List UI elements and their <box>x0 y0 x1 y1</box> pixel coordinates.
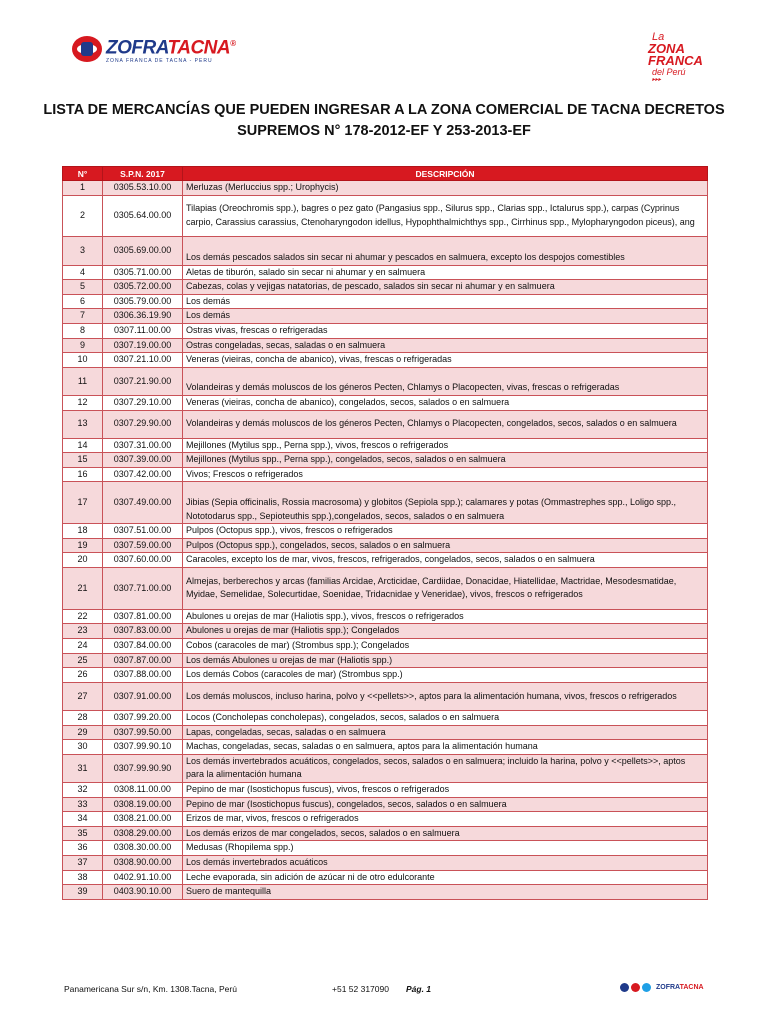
footer-brand-tacna: TACNA <box>679 984 704 991</box>
footer-social-links <box>620 983 704 992</box>
table-row <box>63 653 708 668</box>
footer-brand <box>656 984 704 991</box>
cell-description: Locos (Concholepas concholepas), congelados, secos, salados o en salmuera <box>183 711 708 726</box>
cell-description: Vivos; Frescos o refrigerados <box>183 467 708 482</box>
cell-spn-code: 0307.49.00.00 <box>103 482 183 524</box>
cell-spn-code: 0307.99.50.00 <box>103 725 183 740</box>
cell-number: 13 <box>63 410 103 438</box>
table-row <box>63 294 708 309</box>
cell-description: Abulones u orejas de mar (Haliotis spp.), vivos, frescos o refrigerados <box>183 609 708 624</box>
table-row <box>63 682 708 710</box>
cell-description: Pepino de mar (Isostichopus fuscus), vivos, frescos o refrigerados <box>183 782 708 797</box>
cell-description: Lapas, congeladas, secas, saladas o en salmuera <box>183 725 708 740</box>
cell-description: Medusas (Rhopilema spp.) <box>183 841 708 856</box>
table-row <box>63 453 708 468</box>
table-row <box>63 367 708 395</box>
cell-number: 31 <box>63 754 103 782</box>
table-row <box>63 353 708 368</box>
table-row <box>63 410 708 438</box>
cell-spn-code: 0305.64.00.00 <box>103 195 183 237</box>
cell-number: 1 <box>63 181 103 196</box>
cell-description: Jibias (Sepia officinalis, Rossia macrosoma) y globitos (Sepiola spp.); calamares y potas (Ommastrephes spp., Loligo spp., Nototodarus spp., Sepioteuthis spp.),congelados, secos, salados o en salmuera <box>183 482 708 524</box>
cell-description: Mejillones (Mytilus spp., Perna spp.), vivos, frescos o refrigerados <box>183 438 708 453</box>
cell-description: Ostras congeladas, secas, saladas o en salmuera <box>183 338 708 353</box>
cell-number: 9 <box>63 338 103 353</box>
table-row <box>63 467 708 482</box>
cell-description: Suero de mantequilla <box>183 885 708 900</box>
cell-spn-code: 0307.87.00.00 <box>103 653 183 668</box>
cell-number: 8 <box>63 323 103 338</box>
cell-description: Pulpos (Octopus spp.), vivos, frescos o refrigerados <box>183 524 708 539</box>
cell-description: Machas, congeladas, secas, saladas o en salmuera, aptos para la alimentación humana <box>183 740 708 755</box>
table-body <box>63 181 708 900</box>
cell-spn-code: 0307.60.00.00 <box>103 553 183 568</box>
logo-right-line2: ZONA <box>648 41 685 56</box>
cell-description: Pepino de mar (Isostichopus fuscus), congelados, secos, salados o en salmuera <box>183 797 708 812</box>
table-header-row <box>63 167 708 181</box>
youtube-icon[interactable] <box>631 983 640 992</box>
cell-description: Almejas, berberechos y arcas (familias Arcidae, Arcticidae, Cardiidae, Donacidae, Hiatellidae, Mactridae, Mesodesmatidae, Myidae, Semelidae, Solecurtidae, Soenidae, Tridacnidae y Veneridae), vivos, frescos o refrigerados <box>183 568 708 610</box>
cell-description: Leche evaporada, sin adición de azúcar ni de otro edulcorante <box>183 870 708 885</box>
cell-spn-code: 0307.84.00.00 <box>103 639 183 654</box>
cell-number: 21 <box>63 568 103 610</box>
table-row <box>63 195 708 237</box>
table-row <box>63 754 708 782</box>
cell-number: 6 <box>63 294 103 309</box>
cell-description: Tilapias (Oreochromis spp.), bagres o pez gato (Pangasius spp., Silurus spp., Clarias spp., Ictalurus spp.), carpas (Cyprinus carpio, Carassius carassius, Ctenoharyngodon idellus, Hypophthalmichthys spp., Cirrhinus spp., Mylopharyngodon piceus), ang <box>183 195 708 237</box>
cell-spn-code: 0307.51.00.00 <box>103 524 183 539</box>
cell-spn-code: 0307.29.90.00 <box>103 410 183 438</box>
cell-spn-code: 0307.31.00.00 <box>103 438 183 453</box>
table-row <box>63 538 708 553</box>
cell-description: Los demás invertebrados acuáticos, congelados, secos, salados o en salmuera; incluido la harina, polvo y <<pellets>>, aptos para la alimentación humana <box>183 754 708 782</box>
cell-number: 18 <box>63 524 103 539</box>
cell-number: 11 <box>63 367 103 395</box>
cell-description: Los demás moluscos, incluso harina, polvo y <<pellets>>, aptos para la alimentación humana, vivos, frescos o refrigerados <box>183 682 708 710</box>
logo-tagline: ZONA FRANCA DE TACNA - PERU <box>106 58 213 65</box>
cell-spn-code: 0305.72.00.00 <box>103 280 183 295</box>
cell-spn-code: 0402.91.10.00 <box>103 870 183 885</box>
cell-spn-code: 0307.21.90.00 <box>103 367 183 395</box>
cell-number: 37 <box>63 855 103 870</box>
cell-description: Pulpos (Octopus spp.), congelados, secos, salados o en salmuera <box>183 538 708 553</box>
cell-number: 15 <box>63 453 103 468</box>
zofratacna-emblem-icon <box>72 36 102 62</box>
cell-spn-code: 0307.19.00.00 <box>103 338 183 353</box>
cell-description: Ostras vivas, frescas o refrigeradas <box>183 323 708 338</box>
cell-spn-code: 0307.39.00.00 <box>103 453 183 468</box>
footer-address: Panamericana Sur s/n, Km. 1308.Tacna, Perú <box>64 984 237 994</box>
cell-number: 3 <box>63 237 103 265</box>
cell-spn-code: 0308.30.00.00 <box>103 841 183 856</box>
cell-description: Aletas de tiburón, salado sin secar ni ahumar y en salmuera <box>183 265 708 280</box>
table-row <box>63 826 708 841</box>
logo-word-tacna: TACNA <box>167 37 231 59</box>
table-row <box>63 568 708 610</box>
cell-spn-code: 0307.91.00.00 <box>103 682 183 710</box>
logo-right-line1: La <box>652 31 665 43</box>
cell-number: 29 <box>63 725 103 740</box>
document-title <box>40 100 728 142</box>
table-row <box>63 885 708 900</box>
cell-number: 19 <box>63 538 103 553</box>
cell-spn-code: 0305.71.00.00 <box>103 265 183 280</box>
cell-number: 7 <box>63 309 103 324</box>
cell-spn-code: 0308.21.00.00 <box>103 812 183 827</box>
cell-number: 26 <box>63 668 103 683</box>
logo-registered-mark: ® <box>230 38 236 48</box>
table-row <box>63 668 708 683</box>
cell-description: Los demás <box>183 294 708 309</box>
cell-description: Los demás pescados salados sin secar ni ahumar y pescados en salmuera, excepto los despojos comestibles <box>183 237 708 265</box>
cell-spn-code: 0307.21.10.00 <box>103 353 183 368</box>
cell-spn-code: 0307.88.00.00 <box>103 668 183 683</box>
cell-number: 22 <box>63 609 103 624</box>
cell-spn-code: 0308.90.00.00 <box>103 855 183 870</box>
cell-number: 30 <box>63 740 103 755</box>
cell-spn-code: 0308.11.00.00 <box>103 782 183 797</box>
cell-spn-code: 0307.29.10.00 <box>103 395 183 410</box>
table-row <box>63 237 708 265</box>
cell-description: Merluzas (Merluccius spp.; Urophycis) <box>183 181 708 196</box>
table-row <box>63 797 708 812</box>
merchandise-table <box>62 166 708 900</box>
cell-number: 33 <box>63 797 103 812</box>
table-row <box>63 870 708 885</box>
cell-spn-code: 0307.71.00.00 <box>103 568 183 610</box>
cell-number: 5 <box>63 280 103 295</box>
cell-spn-code: 0308.19.00.00 <box>103 797 183 812</box>
cell-spn-code: 0306.36.19.90 <box>103 309 183 324</box>
cell-description: Veneras (vieiras, concha de abanico), vivas, frescas o refrigeradas <box>183 353 708 368</box>
table-row <box>63 740 708 755</box>
cell-spn-code: 0307.81.00.00 <box>103 609 183 624</box>
table-row <box>63 309 708 324</box>
table-row <box>63 609 708 624</box>
cell-spn-code: 0307.99.90.10 <box>103 740 183 755</box>
cell-number: 25 <box>63 653 103 668</box>
cell-number: 16 <box>63 467 103 482</box>
cell-spn-code: 0308.29.00.00 <box>103 826 183 841</box>
cell-number: 32 <box>63 782 103 797</box>
cell-description: Los demás erizos de mar congelados, secos, salados o en salmuera <box>183 826 708 841</box>
table-row <box>63 711 708 726</box>
cell-number: 35 <box>63 826 103 841</box>
table-row <box>63 265 708 280</box>
title-line-1: LISTA DE MERCANCÍAS QUE PUEDEN INGRESAR A LA ZONA COMERCIAL DE TACNA DECRETOS <box>43 102 725 118</box>
footer-phone: +51 52 317090 <box>332 984 389 994</box>
header-spn-code: S.P.N. 2017 <box>103 167 183 181</box>
cell-description: Volandeiras y demás moluscos de los géneros Pecten, Chlamys o Placopecten, congelados, secos, salados o en salmuera <box>183 410 708 438</box>
footer-brand-zofra: ZOFRA <box>656 984 680 991</box>
cell-description: Los demás Cobos (caracoles de mar) (Strombus spp.) <box>183 668 708 683</box>
cell-spn-code: 0307.11.00.00 <box>103 323 183 338</box>
cell-number: 20 <box>63 553 103 568</box>
header-number: N° <box>63 167 103 181</box>
cell-spn-code: 0305.79.00.00 <box>103 294 183 309</box>
cell-spn-code: 0307.59.00.00 <box>103 538 183 553</box>
cell-description: Los demás Abulones u orejas de mar (Haliotis spp.) <box>183 653 708 668</box>
cell-spn-code: 0305.53.10.00 <box>103 181 183 196</box>
logo-right-line3: FRANCA <box>648 53 703 68</box>
logo-word-zofra: ZOFRA <box>106 37 168 59</box>
header-description: DESCRIPCIÓN <box>183 167 708 181</box>
cell-description: Cobos (caracoles de mar) (Strombus spp.); Congelados <box>183 639 708 654</box>
table-row <box>63 181 708 196</box>
cell-number: 10 <box>63 353 103 368</box>
table-row <box>63 482 708 524</box>
table-row <box>63 323 708 338</box>
table-row <box>63 812 708 827</box>
cell-description: Los demás invertebrados acuáticos <box>183 855 708 870</box>
table-row <box>63 338 708 353</box>
table-row <box>63 438 708 453</box>
table-row <box>63 725 708 740</box>
table-row <box>63 553 708 568</box>
table-row <box>63 855 708 870</box>
logo-right-arrows-icon: ▸▸▸ <box>652 77 662 83</box>
cell-number: 39 <box>63 885 103 900</box>
footer-page-number: Pág. 1 <box>406 984 432 994</box>
table-row <box>63 782 708 797</box>
cell-number: 17 <box>63 482 103 524</box>
cell-number: 36 <box>63 841 103 856</box>
cell-number: 12 <box>63 395 103 410</box>
cell-spn-code: 0307.99.90.90 <box>103 754 183 782</box>
cell-description: Volandeiras y demás moluscos de los géneros Pecten, Chlamys o Placopecten, vivas, frescas o refrigeradas <box>183 367 708 395</box>
facebook-icon[interactable] <box>620 983 629 992</box>
cell-spn-code: 0403.90.10.00 <box>103 885 183 900</box>
twitter-icon[interactable] <box>642 983 651 992</box>
cell-number: 34 <box>63 812 103 827</box>
cell-description: Caracoles, excepto los de mar, vivos, frescos, refrigerados, congelados, secos, salados o en salmuera <box>183 553 708 568</box>
table-row <box>63 841 708 856</box>
cell-number: 28 <box>63 711 103 726</box>
zona-franca-peru-logo <box>648 32 708 83</box>
table-row <box>63 395 708 410</box>
cell-description: Mejillones (Mytilus spp., Perna spp.), congelados, secos, salados o en salmuera <box>183 453 708 468</box>
cell-spn-code: 0305.69.00.00 <box>103 237 183 265</box>
cell-description: Erizos de mar, vivos, frescos o refrigerados <box>183 812 708 827</box>
cell-spn-code: 0307.42.00.00 <box>103 467 183 482</box>
cell-spn-code: 0307.83.00.00 <box>103 624 183 639</box>
table-row <box>63 280 708 295</box>
cell-description: Los demás <box>183 309 708 324</box>
cell-number: 4 <box>63 265 103 280</box>
cell-description: Veneras (vieiras, concha de abanico), congelados, secos, salados o en salmuera <box>183 395 708 410</box>
table-row <box>63 639 708 654</box>
cell-number: 38 <box>63 870 103 885</box>
table-row <box>63 524 708 539</box>
table-row <box>63 624 708 639</box>
cell-number: 24 <box>63 639 103 654</box>
logo-right-line4: del Perú <box>652 67 686 77</box>
cell-number: 2 <box>63 195 103 237</box>
zofratacna-logo <box>72 34 236 64</box>
cell-number: 23 <box>63 624 103 639</box>
cell-spn-code: 0307.99.20.00 <box>103 711 183 726</box>
cell-number: 27 <box>63 682 103 710</box>
cell-description: Cabezas, colas y vejigas natatorias, de pescado, salados sin secar ni ahumar y en salmuera <box>183 280 708 295</box>
cell-number: 14 <box>63 438 103 453</box>
cell-description: Abulones u orejas de mar (Haliotis spp.); Congelados <box>183 624 708 639</box>
title-line-2: SUPREMOS N° 178-2012-EF Y 253-2013-EF <box>237 123 531 139</box>
